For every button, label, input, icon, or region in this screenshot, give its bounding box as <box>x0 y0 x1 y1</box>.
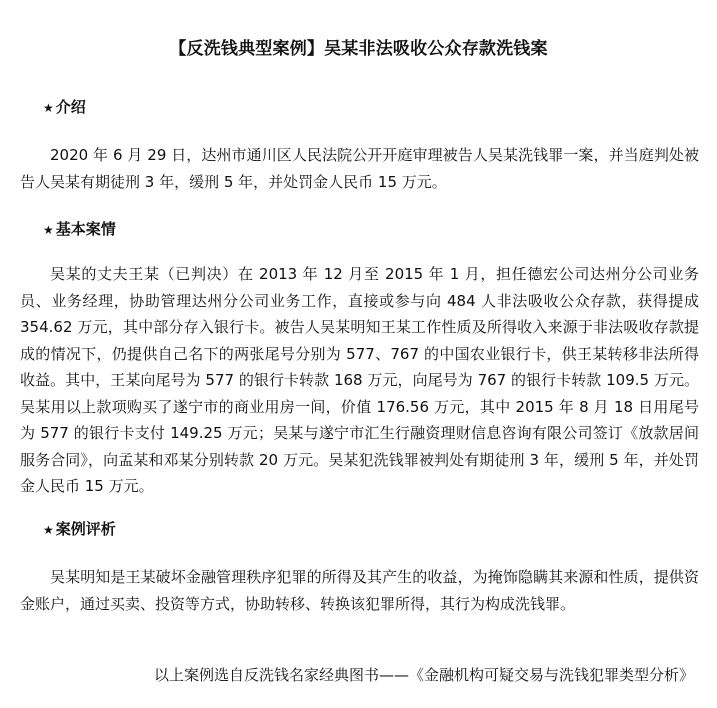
section-body-analysis: 吴某明知是王某破坏金融管理秩序犯罪的所得及其产生的收益，为掩饰隐瞒其来源和性质，提供资金账户，通过买卖、投资等方式，协助转移、转换该犯罪所得，其行为构成洗钱罪。 <box>20 568 699 613</box>
star-icon: ★ <box>43 101 54 115</box>
document-title: 【反洗钱典型案例】吴某非法吸收公众存款洗钱案 <box>169 39 548 59</box>
section-heading-analysis <box>43 518 116 539</box>
section-body-intro: 2020 年 6 月 29 日，达州市通川区人民法院公开开庭审理被告人吴某洗钱罪一案，并当庭判处被告人吴某有期徒刑 3 年，缓刑 5 年，并处罚金人民币 15 万元。 <box>20 146 699 191</box>
source-citation: 以上案例选自反洗钱名家经典图书——《金融机构可疑交易与洗钱犯罪类型分析》 <box>153 666 694 684</box>
star-icon: ★ <box>43 523 54 537</box>
section-heading-label: 案例评析 <box>55 520 116 538</box>
section-body-case-facts: 吴某的丈夫王某（已判决）在 2013 年 12 月至 2015 年 1 月，担任德宏公司达州分公司业务员、业务经理，协助管理达州分公司业务工作，直接或参与向 484 人非法吸收公众存款，获得提成 354.62 万元，其中部分存入银行卡。被告人吴某明知王某工作性质及所得收入来源于非法吸收存款提成的情况下，仍提供自己名下的两张尾号分别为 577、767 的中国农业银行卡，供王某转移非法所得收益。其中，王某向尾号为 577 的银行卡转款 168 万元，向尾号为 767 的银行卡转款 109.5 万元。吴某用以上款项购买了遂宁市的商业用房一间，价值 176.56 万元，其中 2015 年 8 月 18 日用尾号为 577 的银行卡支付 149.25 万元；吴某与遂宁市汇生行融资理财信息咨询有限公司签订《放款居间服务合同》，向孟某和邓某分别转款 20 万元。吴某犯洗钱罪被判处有期徒刑 3 年，缓刑 5 年，并处罚金人民币 15 万元。 <box>20 265 699 495</box>
section-heading-label: 介绍 <box>55 98 86 116</box>
star-icon: ★ <box>43 223 54 237</box>
section-heading-label: 基本案情 <box>55 220 116 238</box>
section-heading-intro <box>43 96 86 117</box>
section-heading-case-facts <box>43 218 116 239</box>
